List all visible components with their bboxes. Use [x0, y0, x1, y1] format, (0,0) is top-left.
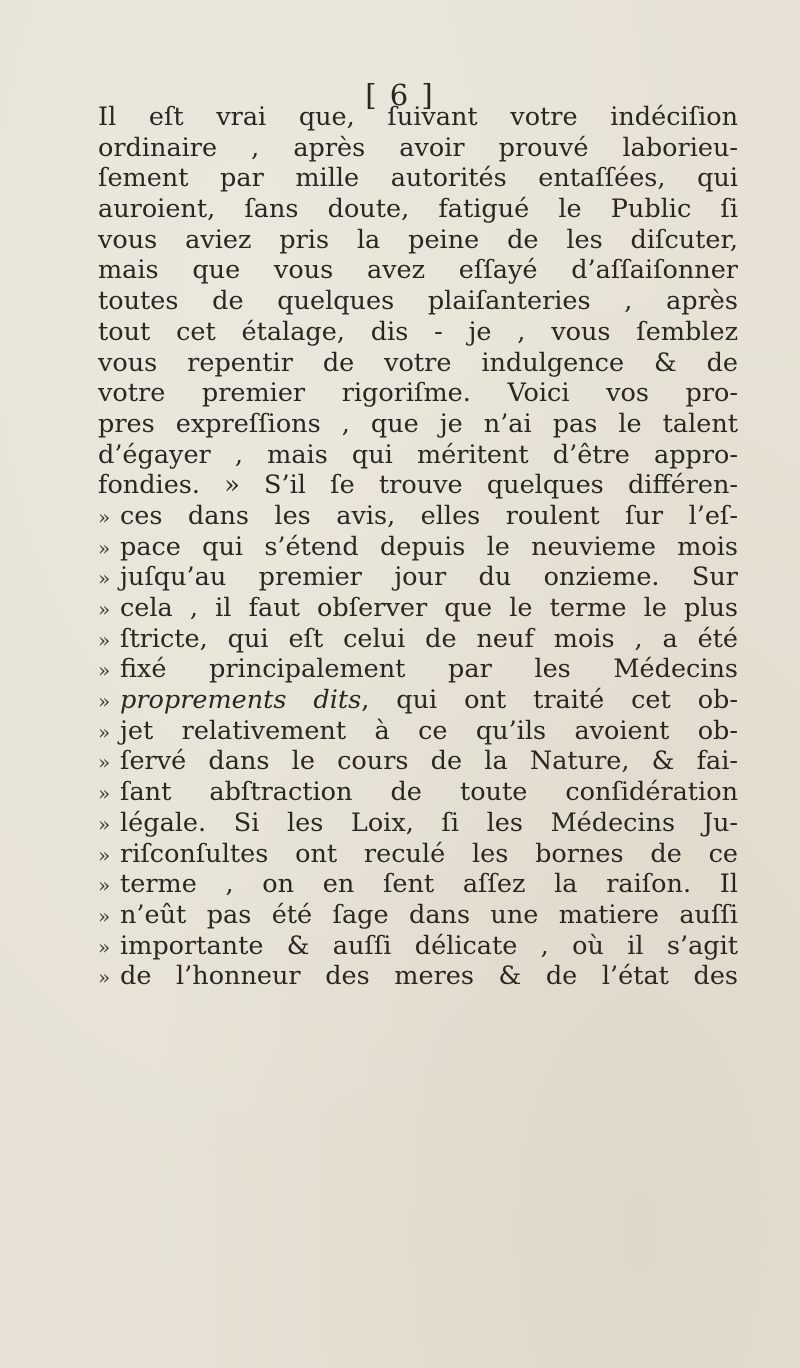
- text-line: [98, 470, 738, 501]
- text-line: [98, 961, 738, 992]
- line-text: légale. Si les Loix, ſi les Médecins Ju-: [120, 807, 738, 838]
- line-text: Il eſt vrai que, ſuivant votre indéciſion: [98, 102, 738, 132]
- line-text: toutes de quelques plaiſanteries , après: [98, 286, 738, 317]
- quote-mark: »: [98, 811, 111, 836]
- text-line: [98, 194, 738, 225]
- text-line: [98, 685, 738, 716]
- text-line: [98, 225, 738, 256]
- line-text: vous aviez pris la peine de les diſcuter,: [98, 224, 738, 255]
- text-line: [98, 746, 738, 777]
- quote-mark: »: [98, 597, 111, 621]
- text-line: [98, 378, 738, 409]
- text-line: [98, 348, 738, 379]
- line-text: de l’honneur des meres & de l’état des: [120, 961, 738, 992]
- text-line: [98, 440, 738, 471]
- text-line: [98, 931, 738, 962]
- line-text: auroient, ſans doute, fatigué le Public ſi: [98, 194, 738, 225]
- text-line: [98, 624, 738, 655]
- line-text: importante & auſſi délicate , où il s’agit: [120, 930, 738, 961]
- quote-mark: »: [98, 873, 111, 898]
- text-line: [98, 102, 738, 133]
- quote-mark: »: [98, 781, 111, 806]
- line-text: tout cet étalage, dis - je , vous ſemblez: [98, 316, 738, 347]
- text-line: [98, 133, 738, 164]
- line-text: ordinaire , après avoir prouvé laborieu-: [98, 132, 738, 163]
- line-text: vous repentir de votre indulgence & de: [98, 347, 738, 378]
- text-line: [98, 562, 738, 593]
- text-line: [98, 839, 738, 870]
- italic-text: proprements dits: [120, 685, 362, 716]
- line-text: pace qui s’étend depuis le neuvieme mois: [120, 531, 738, 562]
- text-line: [98, 900, 738, 931]
- quote-mark: »: [98, 719, 111, 744]
- line-text: terme , on en ſent aſſez la raiſon. Il: [120, 869, 738, 900]
- text-line: [98, 409, 738, 440]
- line-text: pres expreſſions , que je n’ai pas le talent: [98, 408, 738, 439]
- line-text: n’eût pas été ſage dans une matiere auſſi: [120, 899, 738, 930]
- line-text: , qui ont traité cet ob-: [361, 685, 738, 716]
- quote-mark: »: [98, 934, 111, 959]
- quote-mark: »: [98, 566, 111, 591]
- quote-mark: »: [98, 504, 111, 529]
- body-text: [98, 102, 738, 992]
- line-text: votre premier rigoriſme. Voici vos pro-: [98, 378, 738, 409]
- text-line: [98, 286, 738, 317]
- text-line: [98, 317, 738, 348]
- line-text: ſant abſtraction de toute conſidération: [120, 777, 738, 808]
- line-text: fondies. » S’il ſe trouve quelques différen-: [98, 470, 738, 501]
- text-line: [98, 501, 738, 532]
- text-line: [98, 593, 738, 624]
- line-text: ces dans les avis, elles roulent ſur l’eſ-: [120, 500, 738, 531]
- line-text: ſervé dans le cours de la Nature, & fai-: [120, 746, 738, 777]
- line-text: riſconſultes ont reculé les bornes de ce: [120, 838, 738, 869]
- page-number: [ 6 ]: [365, 78, 435, 112]
- quote-mark: »: [98, 627, 111, 652]
- quote-mark: »: [98, 965, 111, 990]
- quote-mark: »: [98, 689, 111, 714]
- quote-mark: »: [98, 842, 111, 867]
- text-line: [98, 808, 738, 839]
- quote-mark: »: [98, 903, 111, 928]
- line-text: ſement par mille autorités entaſſées, qui: [98, 163, 738, 194]
- line-text: cela , il faut obſerver que le terme le plus: [120, 593, 738, 623]
- text-line: [98, 255, 738, 286]
- text-line: [98, 777, 738, 808]
- quote-mark: »: [98, 658, 111, 683]
- line-text: mais que vous avez eſſayé d’aſſaiſonner: [98, 255, 738, 286]
- text-line: [98, 532, 738, 563]
- quote-mark: »: [98, 750, 111, 775]
- line-text: jet relativement à ce qu’ils avoient ob-: [120, 715, 738, 746]
- text-line: [98, 654, 738, 685]
- line-text: d’égayer , mais qui méritent d’être appro-: [98, 439, 738, 470]
- quote-mark: »: [98, 535, 111, 560]
- line-text: ſtricte, qui eſt celui de neuf mois , a été: [120, 623, 738, 654]
- line-text: fixé principalement par les Médecins: [120, 654, 738, 685]
- text-line: [98, 716, 738, 747]
- line-text: juſqu’au premier jour du onzieme. Sur: [120, 562, 738, 593]
- text-line: [98, 869, 738, 900]
- text-line: [98, 163, 738, 194]
